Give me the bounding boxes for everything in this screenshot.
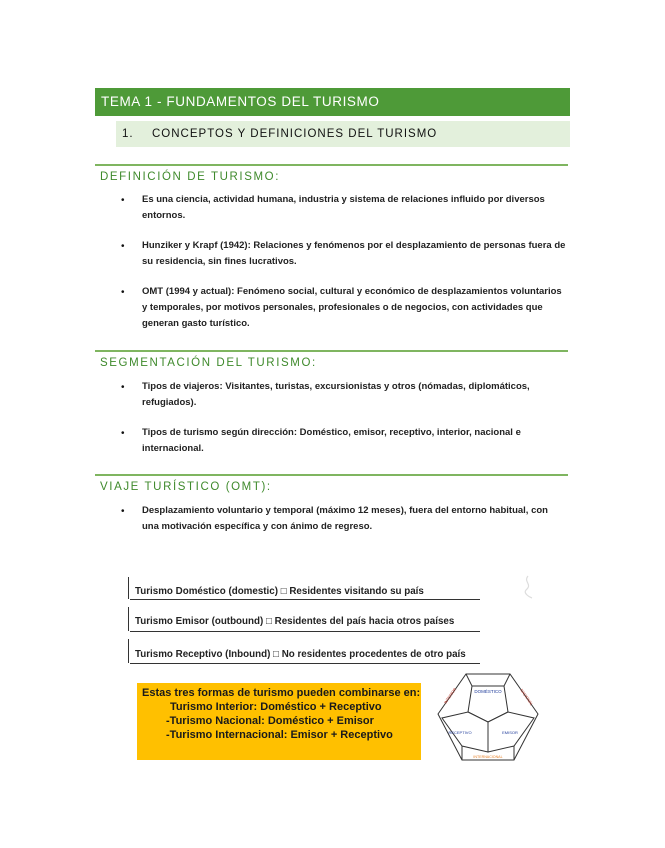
combination-line: Turismo Interior: Doméstico + Receptivo: [170, 701, 382, 713]
tourism-type-receptivo: Turismo Receptivo (Inbound) □ No residentes procedentes de otro país: [135, 649, 466, 660]
subsection-header-bar: [116, 121, 570, 147]
section-title-segmentacion: SEGMENTACIÓN DEL TURISMO:: [100, 357, 317, 369]
section-divider: [95, 350, 568, 352]
bullet-icon: •: [121, 195, 125, 206]
combination-intro: Estas tres formas de turismo pueden combinarse en:: [142, 687, 421, 699]
diagram-label-interior: INTERIOR: [443, 687, 458, 705]
diagram-label-domestico: DOMÉSTICO: [474, 689, 502, 694]
bullet-text: Hunziker y Krapf (1942): Relaciones y fenómenos por el desplazamiento de personas fuera de su residencia, sin fines lucrativos.: [142, 240, 566, 267]
bullet-text: Tipos de turismo según dirección: Doméstico, emisor, receptivo, interior, nacional e internacional.: [142, 427, 521, 454]
bullet-icon: •: [121, 382, 125, 393]
diagram-label-emisor: EMISOR: [502, 730, 518, 735]
table-left-border: [128, 577, 129, 599]
section-divider: [95, 474, 568, 476]
bullet-icon: •: [121, 506, 125, 517]
section-title-definicion: DEFINICIÓN DE TURISMO:: [100, 171, 281, 183]
tourism-combination-diagram: [432, 672, 544, 768]
subsection-title: CONCEPTOS Y DEFINICIONES DEL TURISMO: [152, 128, 438, 140]
section-title-viaje: VIAJE TURÍSTICO (OMT):: [100, 481, 272, 493]
table-row-divider: [130, 663, 480, 664]
table-left-border: [128, 639, 129, 663]
bullet-text: Desplazamiento voluntario y temporal (máximo 12 meses), fuera del entorno habitual, con una motivación específica y con ánimo de regreso.: [142, 505, 548, 532]
section-divider: [95, 164, 568, 166]
bullet-icon: •: [121, 428, 125, 439]
diagram-label-receptivo: RECEPTIVO: [448, 730, 472, 735]
tema-header-bar: [95, 88, 570, 116]
table-row-divider: [130, 599, 480, 600]
combination-line: -Turismo Nacional: Doméstico + Emisor: [166, 715, 374, 727]
bullet-icon: •: [121, 241, 125, 252]
bullet-text: OMT (1994 y actual): Fenómeno social, cultural y económico de desplazamientos voluntarios y temporales, por motivos personales, profesionales o de negocios, con actividades que generan gasto turístico.: [142, 286, 562, 329]
tourism-type-emisor: Turismo Emisor (outbound) □ Residentes del país hacia otros países: [135, 616, 455, 627]
tourism-type-domestico: Turismo Doméstico (domestic) □ Residentes visitando su país: [135, 586, 424, 597]
tema-title: TEMA 1 - FUNDAMENTOS DEL TURISMO: [101, 94, 380, 109]
subsection-number: 1.: [122, 128, 134, 140]
table-left-border: [128, 607, 129, 631]
faint-mark-icon: [520, 574, 536, 600]
bullet-text: Tipos de viajeros: Visitantes, turistas, excursionistas y otros (nómadas, diplomáticos, refugiados).: [142, 381, 530, 408]
table-row-divider: [130, 631, 480, 632]
diagram-label-internacional: INTERNACIONAL: [473, 755, 503, 759]
bullet-text: Es una ciencia, actividad humana, industria y sistema de relaciones influido por diversos entornos.: [142, 194, 545, 221]
bullet-icon: •: [121, 287, 125, 298]
combination-box: [137, 683, 421, 760]
diagram-label-nacional: NACIONAL: [519, 688, 534, 707]
combination-line: -Turismo Internacional: Emisor + Receptivo: [166, 729, 393, 741]
